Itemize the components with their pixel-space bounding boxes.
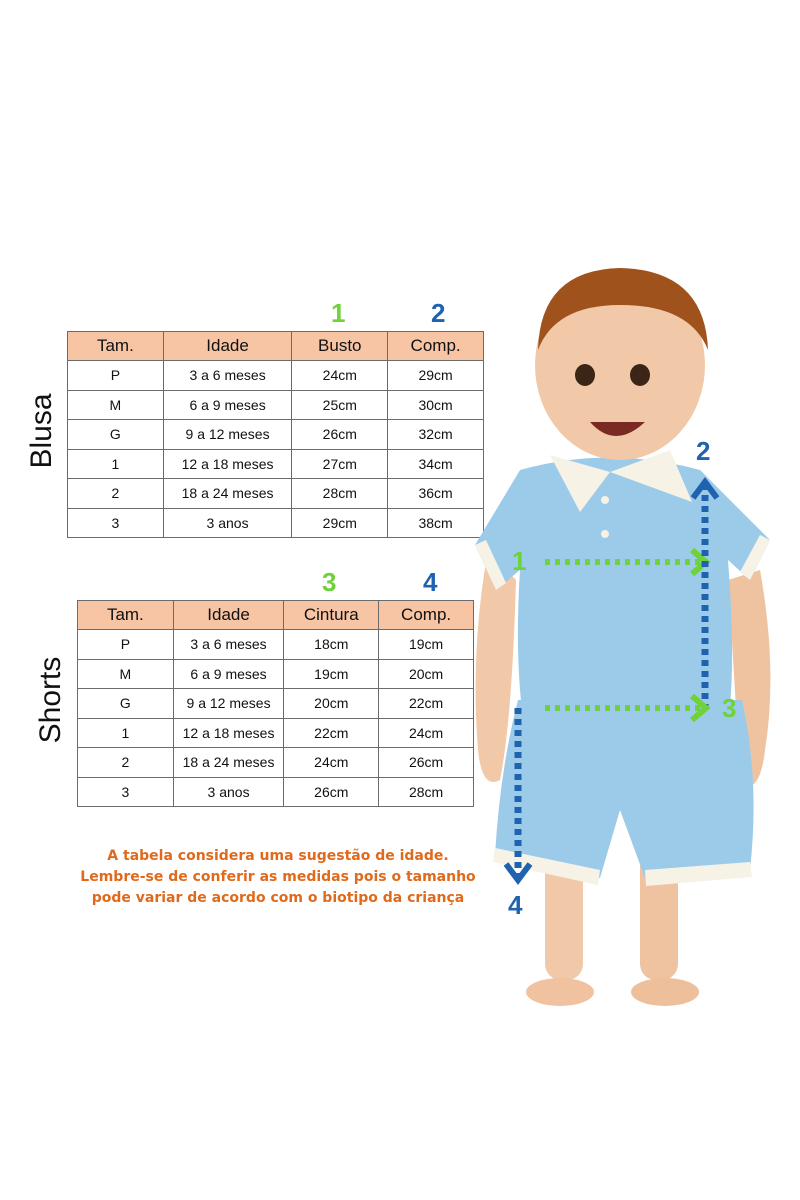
table-cell: 20cm <box>379 659 474 689</box>
table-cell: 2 <box>68 479 164 509</box>
busto-marker: 1 <box>331 298 346 328</box>
table-cell: G <box>68 420 164 450</box>
header-comp: Comp. <box>388 332 484 361</box>
table-row <box>68 390 484 420</box>
note-line: Lembre-se de conferir as medidas pois o tamanho <box>80 869 476 885</box>
table-row <box>68 361 484 391</box>
table-cell: P <box>68 361 164 391</box>
table-cell: 3 <box>68 508 164 538</box>
table-row <box>78 689 474 719</box>
table-cell: 19cm <box>284 659 379 689</box>
table-header-row <box>78 601 474 630</box>
table-row <box>78 777 474 807</box>
right-eye <box>630 364 650 386</box>
shorts-comp-marker: 4 <box>423 567 438 597</box>
table-row <box>68 449 484 479</box>
table-cell: 3 a 6 meses <box>163 361 292 391</box>
right-foot <box>631 978 699 1006</box>
shorts <box>495 700 754 878</box>
table-cell: 19cm <box>379 630 474 660</box>
table-cell: 3 anos <box>163 508 292 538</box>
shirt-button <box>601 530 609 538</box>
table-cell: M <box>68 390 164 420</box>
header-tam: Tam. <box>68 332 164 361</box>
table-row <box>78 718 474 748</box>
left-foot <box>526 978 594 1006</box>
table-cell: 12 a 18 meses <box>173 718 284 748</box>
blusa-section-label: Blusa <box>25 393 58 469</box>
figure-marker-2: 2 <box>696 436 711 466</box>
table-row <box>68 420 484 450</box>
table-header-row <box>68 332 484 361</box>
table-cell: 24cm <box>292 361 388 391</box>
table-cell: 6 a 9 meses <box>163 390 292 420</box>
table-cell: 26cm <box>379 748 474 778</box>
polo-shirt <box>475 458 770 711</box>
table-cell: 29cm <box>292 508 388 538</box>
table-cell: 28cm <box>292 479 388 509</box>
note-line: pode variar de acordo com o biotipo da criança <box>91 890 465 906</box>
figure-marker-1: 1 <box>512 546 527 576</box>
figure-marker-4: 4 <box>508 890 523 920</box>
header-busto: Busto <box>292 332 388 361</box>
table-cell: 34cm <box>388 449 484 479</box>
table-row <box>78 659 474 689</box>
table-cell: G <box>78 689 174 719</box>
table-cell: 20cm <box>284 689 379 719</box>
note-line: A tabela considera uma sugestão de idade. <box>107 848 449 864</box>
table-cell: 18 a 24 meses <box>173 748 284 778</box>
table-cell: 25cm <box>292 390 388 420</box>
table-cell: 1 <box>78 718 174 748</box>
table-cell: 24cm <box>284 748 379 778</box>
table-cell: 12 a 18 meses <box>163 449 292 479</box>
table-cell: 29cm <box>388 361 484 391</box>
cintura-marker: 3 <box>322 567 337 597</box>
table-row <box>68 479 484 509</box>
table-cell: 9 a 12 meses <box>173 689 284 719</box>
table-cell: 1 <box>68 449 164 479</box>
blusa-size-table <box>67 331 484 538</box>
child-model-figure <box>460 250 800 1010</box>
table-cell: 3 a 6 meses <box>173 630 284 660</box>
header-idade: Idade <box>173 601 284 630</box>
blusa-comp-marker: 2 <box>431 298 446 328</box>
table-cell: 28cm <box>379 777 474 807</box>
size-disclaimer-note <box>78 846 478 909</box>
table-cell: 18cm <box>284 630 379 660</box>
table-cell: P <box>78 630 174 660</box>
table-cell: 30cm <box>388 390 484 420</box>
table-cell: 3 anos <box>173 777 284 807</box>
table-cell: 3 <box>78 777 174 807</box>
table-cell: 2 <box>78 748 174 778</box>
header-tam: Tam. <box>78 601 174 630</box>
table-row <box>78 630 474 660</box>
table-cell: 9 a 12 meses <box>163 420 292 450</box>
table-cell: 6 a 9 meses <box>173 659 284 689</box>
table-cell: 22cm <box>379 689 474 719</box>
table-cell: 38cm <box>388 508 484 538</box>
table-cell: 27cm <box>292 449 388 479</box>
table-cell: 26cm <box>284 777 379 807</box>
header-cintura: Cintura <box>284 601 379 630</box>
table-cell: 18 a 24 meses <box>163 479 292 509</box>
header-idade: Idade <box>163 332 292 361</box>
table-row <box>68 508 484 538</box>
table-cell: 26cm <box>292 420 388 450</box>
table-row <box>78 748 474 778</box>
shorts-size-table <box>77 600 474 807</box>
table-cell: 36cm <box>388 479 484 509</box>
table-cell: 32cm <box>388 420 484 450</box>
header-comp: Comp. <box>379 601 474 630</box>
table-cell: M <box>78 659 174 689</box>
table-cell: 24cm <box>379 718 474 748</box>
shorts-section-label: Shorts <box>34 656 67 744</box>
shirt-button <box>601 496 609 504</box>
table-cell: 22cm <box>284 718 379 748</box>
left-eye <box>575 364 595 386</box>
figure-marker-3: 3 <box>722 693 737 723</box>
